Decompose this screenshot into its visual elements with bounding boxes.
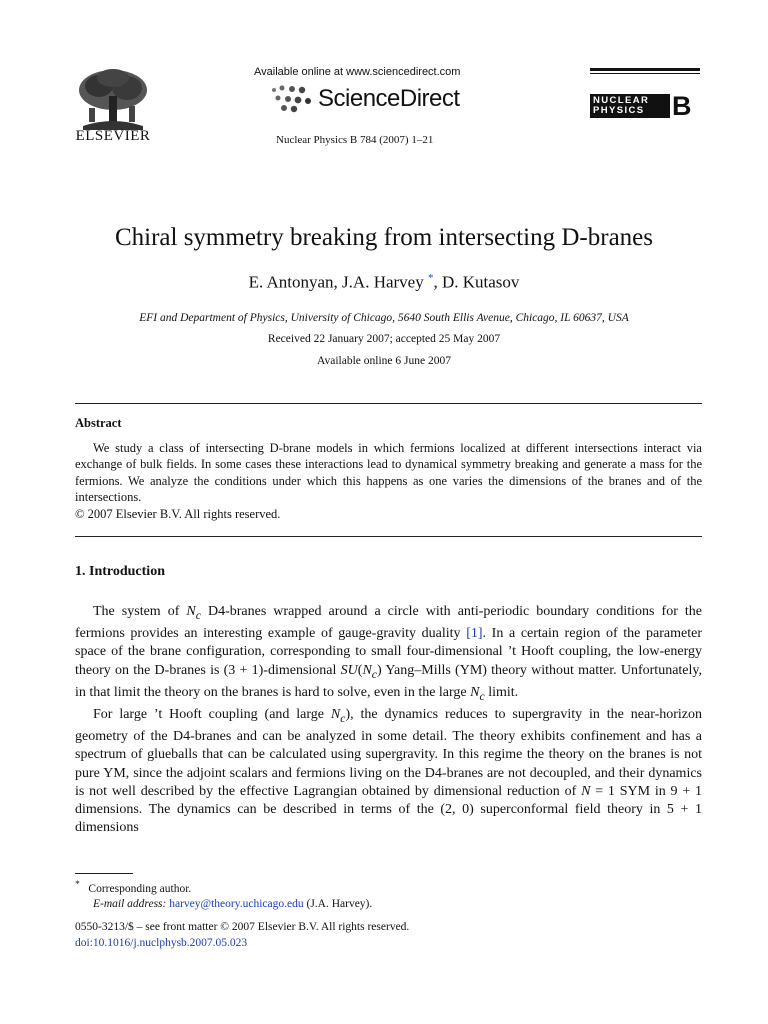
email-link[interactable]: harvey@theory.uchicago.edu (169, 898, 304, 911)
affiliation: EFI and Department of Physics, University of Chicago, 5640 South Ellis Avenue, Chicago, IL 60637, USA (139, 312, 629, 324)
reference-link[interactable]: [1] (466, 626, 483, 642)
sciencedirect-brand: ScienceDirect (318, 85, 460, 112)
section-body (75, 603, 702, 838)
publisher-name: ELSEVIER (75, 128, 151, 144)
abstract-heading: Abstract (75, 416, 122, 430)
divider (75, 536, 702, 537)
journal-logo-rule (590, 73, 700, 74)
journal-logo-letter: B (672, 91, 692, 121)
paragraph: The system of $N_c$ D4-branes wrapped around a circle with anti-periodic boundary conditions for the fermions provides an interesting example of gauge-gravity duality [1]. In a certain region of the parameter space of the brane configuration, corresponding to small four-dimensional ’t Hooft coupling, the low-energy theory on the D-branes is (3 + 1)-dimensional $SU(N_c)$ Yang–Mills (YM) theory without matter. Unfortunately, in that limit the theory on the branes is hard to solve, even in the large $N_c$ limit. (75, 604, 702, 703)
sciencedirect-dots-icon (268, 84, 314, 114)
footnote (75, 877, 702, 913)
abstract-copyright: © 2007 Elsevier B.V. All rights reserved. (75, 506, 281, 521)
journal-logo-words: NUCLEAR PHYSICS (590, 94, 670, 118)
email-label: E-mail address: (93, 898, 167, 911)
author-list (0, 272, 768, 293)
footnote-label: Corresponding author. (88, 882, 192, 895)
issn-line: 0550-3213/$ – see front matter © 2007 Elsevier B.V. All rights reserved. (75, 921, 410, 933)
doi-link[interactable]: doi:10.1016/j.nuclphysb.2007.05.023 (75, 936, 248, 949)
front-matter (75, 920, 409, 951)
journal-reference: Nuclear Physics B 784 (2007) 1–21 (276, 134, 434, 146)
journal-logo-mark (590, 91, 700, 121)
available-online-text: Available online at www.sciencedirect.com (254, 66, 461, 78)
divider (75, 403, 702, 404)
paper-title: Chiral symmetry breaking from intersecting D-branes (114, 224, 654, 251)
publisher-logo (72, 68, 154, 145)
email-owner: (J.A. Harvey). (303, 898, 373, 911)
corresponding-author-link[interactable]: * (427, 272, 434, 284)
available-date: Available online 6 June 2007 (317, 355, 451, 367)
footnote-rule (75, 873, 133, 874)
elsevier-tree-icon (75, 68, 151, 130)
author-names: E. Antonyan, J.A. Harvey (248, 272, 424, 292)
journal-logo (590, 68, 700, 121)
received-dates: Received 22 January 2007; accepted 25 May 2007 (267, 333, 501, 345)
section-heading: 1. Introduction (75, 564, 165, 579)
journal-logo-rule (590, 68, 700, 71)
author-names: , D. Kutasov (433, 272, 520, 292)
paragraph: For large ’t Hooft coupling (and large $N_c$), the dynamics reduces to supergravity in the near-horizon geometry of the D4-branes and can be analyzed in some detail. The theory exhibits confinement and has a spectrum of glueballs that can be calculated using supergravity. In this regime the theory on the branes is not pure YM, since the adjoint scalars and fermions living on the D4-branes are not decoupled, and their dynamics is not well described by the effective Lagrangian obtained by dimensional reduction of N = 1 SYM in 9 + 1 dimensions. The dynamics can be described in terms of the (2, 0) superconformal field theory in 5 + 1 dimensions (75, 706, 703, 836)
abstract-text: We study a class of intersecting D-brane models in which fermions localized at different intersections interact via exchange of bulk fields. In some cases these interactions lead to dynamical symmetry breaking and generate a mass for the fermions. We analyze the conditions under which this happens as one varies the dimensions of the branes and of the intersections. (75, 441, 702, 505)
abstract-body (75, 440, 702, 522)
footnote-mark: * (75, 879, 80, 890)
